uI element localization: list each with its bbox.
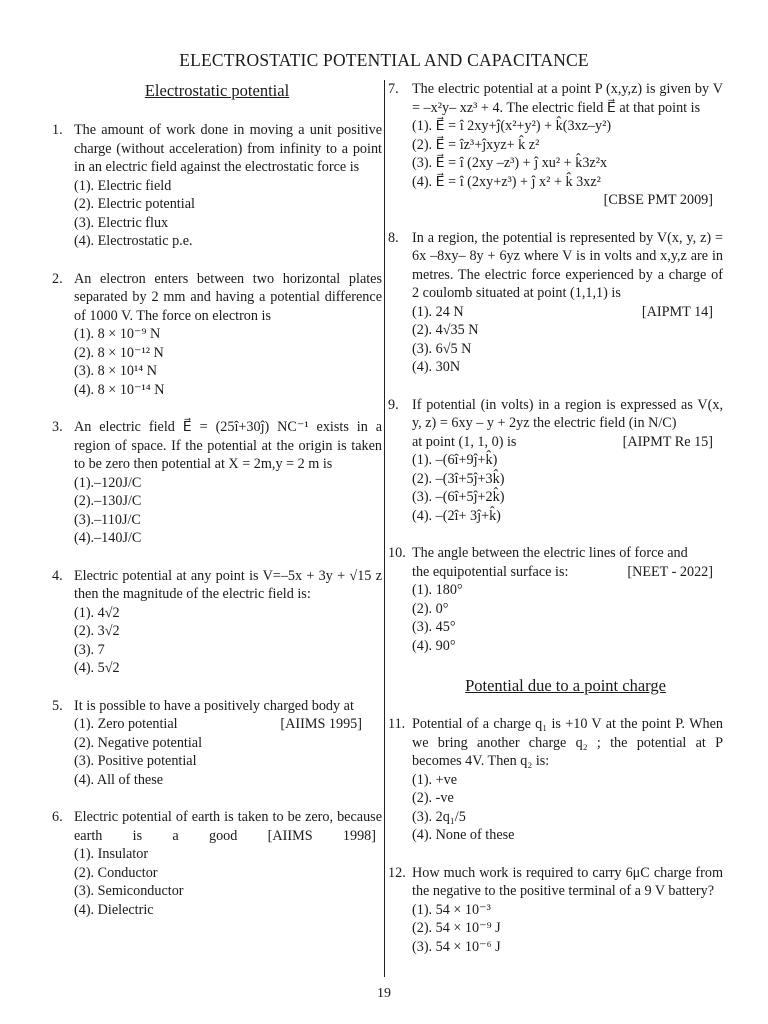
option-4: (4). Dielectric: [74, 901, 154, 918]
question-stem: The electric potential at a point P (x,y,z) is given by V = –x²y– xz³ + 4. The electric field E⃗ at that point is: [412, 81, 723, 116]
option-4: (4). 5√2: [74, 660, 120, 676]
option-1: (1). 4√2: [74, 604, 120, 621]
exam-source: [AIIMS 1995]: [280, 716, 362, 732]
option-2: (2). 8 × 10⁻¹² N: [74, 344, 164, 361]
question-stem: How much work is required to carry 6μC charge from the negative to the positive terminal of a 9 V battery?: [412, 864, 723, 899]
option-1: (1). 24 N: [412, 303, 464, 320]
exam-source: [AIPMT Re 15]: [622, 433, 713, 450]
option-3: (3). E⃗ = î (2xy –z³) + ĵ xu² + k̂3z²x: [412, 155, 608, 171]
exam-source: [AIPMT 14]: [641, 303, 713, 320]
option-3: (3). 8 × 10¹⁴ N: [74, 363, 158, 379]
question-11: [388, 715, 723, 845]
option-2: (2). –(3î+5ĵ+3k̂): [412, 470, 505, 487]
option-2: (2). E⃗ = îz³+ĵxyz+ k̂ z²: [412, 136, 540, 153]
question-stem: The amount of work done in moving a unit positive charge (without acceleration) from infinity to a point in an electric field against the electrostatic force is: [74, 122, 382, 175]
option-1: (1). Zero potential: [74, 716, 178, 732]
option-4: (4). Electrostatic p.e.: [74, 233, 193, 249]
question-stem: It is possible to have a positively charged body at: [74, 697, 354, 714]
section-heading-point-charge: Potential due to a point charge: [465, 676, 666, 695]
option-3: (3). –(6î+5ĵ+2k̂): [412, 489, 505, 505]
option-4: (4). 30N: [412, 359, 461, 375]
option-3: (3). 2q₁/5: [412, 808, 466, 825]
question-4: [52, 567, 382, 678]
option-3: (3). Semiconductor: [74, 883, 184, 899]
option-2: (2). 54 × 10⁻⁹ J: [412, 920, 501, 936]
question-number: 10.: [388, 545, 406, 561]
option-2: (2). 3√2: [74, 623, 120, 639]
right-column: [388, 80, 723, 956]
option-1: (1).–120J/C: [74, 474, 142, 491]
question-number: 2.: [52, 270, 63, 287]
question-number: 12.: [388, 864, 406, 881]
question-6: [52, 808, 382, 919]
option-3: (3). 6√5 N: [412, 340, 472, 357]
exam-source: [NEET - 2022]: [627, 563, 713, 580]
option-2: (2). 0°: [412, 600, 449, 617]
question-number: 5.: [52, 697, 63, 714]
exam-source: [AIIMS 1998]: [267, 827, 376, 844]
question-number: 3.: [52, 419, 63, 435]
option-1: (1). –(6î+9ĵ+k̂): [412, 452, 498, 468]
question-stem: The angle between the electric lines of force and: [412, 545, 688, 561]
page-number: 19: [377, 986, 391, 1001]
option-1: (1). 8 × 10⁻⁹ N: [74, 326, 161, 342]
question-stem: If potential (in volts) in a region is expressed as V(x, y, z) = 6xy – y + 2yz the electric field (in N/C): [412, 396, 723, 431]
option-4: (4). None of these: [412, 827, 515, 843]
question-number: 1.: [52, 122, 63, 138]
question-number: 8.: [388, 229, 399, 246]
page-title: ELECTROSTATIC POTENTIAL AND CAPACITANCE: [179, 50, 589, 70]
question-stem: Electric potential at any point is V=–5x + 3y + √15 z then the magnitude of the electric field is:: [74, 567, 382, 602]
option-1: (1). 180°: [412, 582, 463, 598]
option-2: (2). Negative potential: [74, 734, 203, 751]
option-4: (4). E⃗ = î (2xy+z³) + ĵ x² + k̂ 3xz²: [412, 173, 601, 190]
question-7: [388, 80, 723, 210]
question-1: [52, 121, 382, 251]
question-stem-end: the equipotential surface is:: [412, 563, 569, 580]
option-4: (4). All of these: [74, 771, 164, 788]
option-2: (2). 4√35 N: [412, 322, 479, 338]
option-3: (3). 54 × 10⁻⁶ J: [412, 938, 501, 955]
question-2: [52, 270, 382, 400]
question-stem-end: at point (1, 1, 0) is: [412, 433, 517, 450]
option-2: (2). Conductor: [74, 864, 158, 881]
option-4: (4). 8 × 10⁻¹⁴ N: [74, 381, 165, 398]
question-stem: Potential of a charge q₁ is +10 V at the point P. When we bring another charge q₂ ; the potential at P becomes 4V. Then q₂ is:: [412, 716, 723, 769]
question-number: 9.: [388, 396, 399, 413]
option-2: (2). -ve: [412, 790, 454, 806]
question-8: [388, 229, 723, 377]
option-3: (3). 45°: [412, 619, 456, 635]
question-3: [52, 418, 382, 548]
option-2: (2).–130J/C: [74, 493, 142, 509]
question-stem: An electric field E⃗ = (25î+30ĵ) NC⁻¹ exists in a region of space. If the potential at the origin is taken to be zero then potential at X = 2m,y = 2 m is: [74, 419, 382, 472]
question-stem: An electron enters between two horizontal plates separated by 2 mm and having a potential difference of 1000 V. The force on electron is: [74, 270, 382, 324]
question-stem: In a region, the potential is represented by V(x, y, z) = 6x –8xy– 8y + 6yz where V is in volts and x,y,z are in metres. The electric force experienced by a charge of 2 coulomb situated at point (1,1,1) is: [412, 229, 723, 301]
option-3: (3). Electric flux: [74, 214, 169, 231]
option-1: (1). +ve: [412, 771, 458, 788]
option-1: (1). Insulator: [74, 846, 149, 862]
question-10: [388, 544, 723, 655]
option-3: (3). Positive potential: [74, 753, 197, 769]
left-column: [52, 80, 382, 919]
question-12: [388, 864, 723, 957]
question-number: 4.: [52, 567, 63, 584]
question-number: 6.: [52, 809, 63, 825]
section-heading-electrostatic-potential: Electrostatic potential: [144, 81, 290, 100]
question-5: [52, 697, 382, 790]
option-4: (4).–140J/C: [74, 530, 142, 546]
question-stem: [74, 808, 382, 845]
option-1: (1). E⃗ = î 2xy+ĵ(x²+y²) + k̂(3xz–y²): [412, 118, 612, 134]
option-2: (2). Electric potential: [74, 196, 195, 212]
option-1: (1). 54 × 10⁻³: [412, 901, 491, 918]
option-4: (4). –(2î+ 3ĵ+k̂): [412, 507, 501, 524]
option-3: (3). 7: [74, 641, 105, 658]
question-number: 11.: [388, 716, 406, 732]
question-9: [388, 396, 723, 526]
option-1: (1). Electric field: [74, 177, 172, 194]
question-stem-text: Electric potential of earth is taken to be zero, because earth is a good: [74, 809, 382, 844]
option-4: (4). 90°: [412, 637, 456, 654]
question-number: 7.: [388, 81, 399, 97]
column-divider: [384, 80, 385, 977]
exam-source: [CBSE PMT 2009]: [603, 192, 713, 208]
option-3: (3).–110J/C: [74, 511, 141, 528]
